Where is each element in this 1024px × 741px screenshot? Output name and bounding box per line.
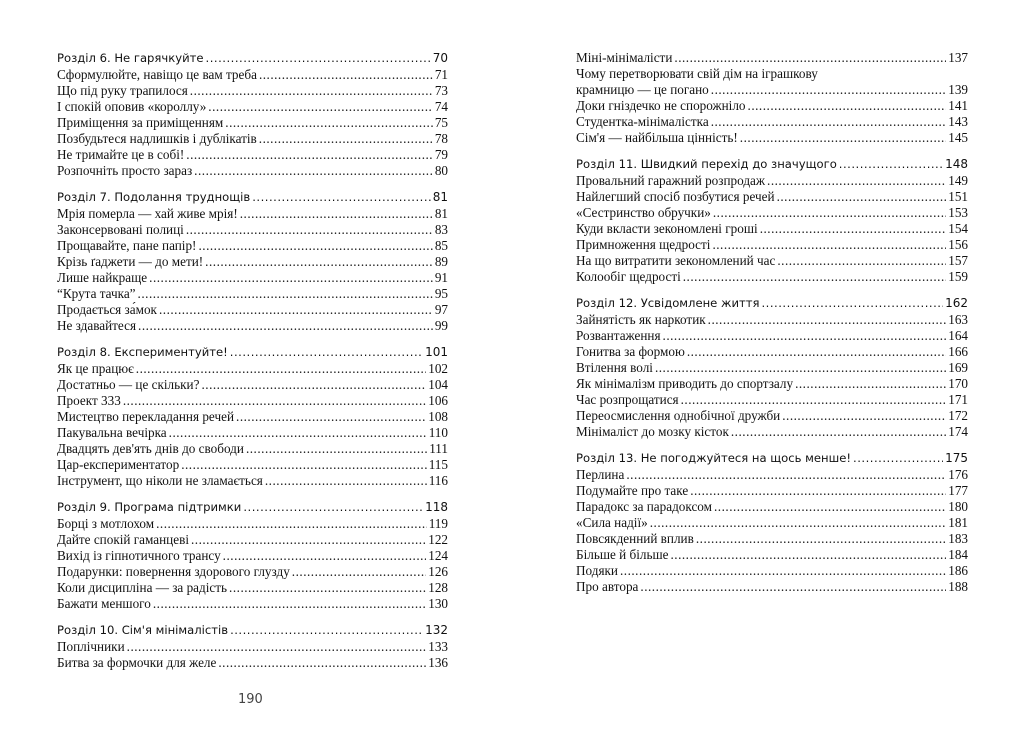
toc-entry-page: 166 [948,344,968,359]
toc-entry-title: Продається за́мок [57,302,157,317]
toc-entry-title: Крізь ґаджети — до мети! [57,254,204,269]
toc-entry-page: 188 [948,579,968,594]
toc-entry-page: 151 [948,189,968,204]
toc-entry-page: 122 [428,532,448,547]
toc-chapter-heading [57,622,448,639]
toc-entry-title: Не тримайте це в собі! [57,147,185,162]
toc-entry-title: Куди вкласти зекономлені гроші [576,221,758,236]
toc-chapter-page: 175 [945,451,968,465]
toc-entry-title-continued: крамницю — це погано [576,82,709,97]
toc-entry-page: 154 [948,221,968,236]
dot-leader [655,360,946,376]
toc-entry-page: 106 [428,393,448,408]
dot-leader [761,295,943,312]
toc-entry [576,531,968,547]
toc-entry-title: І спокій оповив «короллу» [57,99,207,114]
toc-entry-page: 145 [948,130,968,145]
toc-entry-title: Найлегший спосіб позбутися речей [576,189,775,204]
dot-leader [748,98,947,114]
toc-entry [576,424,968,440]
toc-entry-page: 157 [948,253,968,268]
toc-entry-title: «Сила надії» [576,515,648,530]
toc-entry-page: 133 [428,639,448,654]
toc-chapter-page: 162 [945,296,968,310]
dot-leader [229,580,426,596]
dot-leader [123,393,426,409]
toc-entry-page: 111 [429,441,448,456]
dot-leader [136,361,426,377]
dot-leader [760,221,947,237]
toc-entry [57,286,448,302]
toc-entry-page: 110 [428,425,448,440]
toc-entry [57,473,448,489]
toc-entry [57,254,448,270]
dot-leader [683,269,946,285]
dot-leader [712,237,946,253]
dot-leader [731,424,946,440]
toc-entry-page: 73 [434,83,448,98]
toc-section [57,50,448,179]
dot-leader [205,254,433,270]
toc-entry-page: 159 [948,269,968,284]
toc-entry [57,655,448,671]
toc-entry [576,360,968,376]
toc-entry [57,318,448,334]
toc-chapter-heading [57,344,448,361]
dot-leader [711,82,946,98]
dot-leader [230,622,423,639]
dot-leader [708,312,947,328]
toc-section [57,622,448,671]
dot-leader [186,147,433,163]
dot-leader [839,156,943,173]
toc-entry-page: 119 [428,516,448,531]
toc-entry-page: 180 [948,499,968,514]
toc-entry-page: 74 [434,99,448,114]
toc-entry-page: 91 [434,270,448,285]
dot-leader [201,377,426,393]
toc-entry-page: 115 [428,457,448,472]
dot-leader [681,392,947,408]
toc-entry [57,516,448,532]
toc-entry-title: Подарунки: повернення здорового глузду [57,564,290,579]
toc-entry-page: 89 [434,254,448,269]
toc-entry-title: Мистецтво перекладання речей [57,409,235,424]
toc-entry [57,425,448,441]
toc-entry-title: Подумайте про таке [576,483,689,498]
toc-chapter-title: Розділ 10. Сім'я мінімалістів [57,623,229,637]
dot-leader [674,50,946,66]
toc-entry [57,302,448,318]
toc-entry [576,221,968,237]
dot-leader [670,547,946,563]
dot-leader [252,189,430,206]
toc-entry [57,564,448,580]
toc-entry-page: 124 [428,548,448,563]
toc-entry-title: Лише найкраще [57,270,148,285]
dot-leader [181,457,427,473]
dot-leader [194,163,433,179]
toc-entry-title: Пакувальна вечірка [57,425,167,440]
toc-entry-title: «Сестринство обручки» [576,205,711,220]
toc-entry-title: Примноження щедрості [576,237,711,252]
toc-entry [57,361,448,377]
dot-leader [292,564,426,580]
dot-leader [159,302,433,318]
toc-entry-title: Не здавайтеся [57,318,137,333]
toc-entry-page: 128 [428,580,448,595]
toc-entry-page: 176 [948,467,968,482]
toc-chapter-title: Розділ 9. Програма підтримки [57,500,242,514]
toc-entry-page: 143 [948,114,968,129]
dot-leader [259,131,433,147]
toc-chapter-heading [576,295,968,312]
toc-entry-title: Законсервовані полиці [57,222,184,237]
toc-entry-title: Гонитва за формою [576,344,685,359]
toc-chapter-page: 118 [425,500,448,514]
dot-leader [265,473,427,489]
toc-entry-page: 141 [948,98,968,113]
toc-entry [576,205,968,221]
dot-leader [149,270,433,286]
toc-entry-page: 177 [948,483,968,498]
toc-entry-title: Бажати меншого [57,596,151,611]
dot-leader [640,579,946,595]
toc-entry-page: 108 [428,409,448,424]
toc-chapter-heading [576,156,968,173]
toc-entry-page: 184 [948,547,968,562]
dot-leader [696,531,946,547]
toc-entry-title: Вихід із гіпнотичного трансу [57,548,221,563]
dot-leader [218,655,426,671]
toc-entry-page: 186 [948,563,968,578]
toc-entry [576,579,968,595]
toc-entry [576,408,968,424]
dot-leader [243,499,423,516]
toc-entry-title: Проект 333 [57,393,121,408]
toc-entry-page: 95 [434,286,448,301]
toc-entry-page: 71 [434,67,448,82]
toc-chapter-title: Розділ 13. Не погоджуйтеся на щось менше! [576,451,852,465]
toc-entry-page: 97 [434,302,448,317]
toc-entry-page: 156 [948,237,968,252]
toc-entry-page: 169 [948,360,968,375]
dot-leader [191,532,426,548]
toc-entry-page: 85 [434,238,448,253]
dot-leader [138,318,433,334]
toc-entry [576,66,968,98]
toc-entry [57,441,448,457]
toc-entry-title: Битва за формочки для желе [57,655,217,670]
toc-entry-title: Борці з мотлохом [57,516,155,531]
toc-entry-title: Чому перетворювати свій дім на іграшкову [576,66,818,81]
toc-entry-page: 183 [948,531,968,546]
dot-leader [138,286,433,302]
toc-chapter-page: 70 [432,51,448,65]
toc-entry [576,130,968,146]
dot-leader [650,515,946,531]
toc-entry-title: На що витратити зекономлений час [576,253,776,268]
toc-entry [57,206,448,222]
toc-entry [57,67,448,83]
toc-entry-page: 75 [434,115,448,130]
toc-entry [57,580,448,596]
toc-entry-title: Сім'я — найбільша цінність! [576,130,738,145]
dot-leader [767,173,946,189]
dot-leader [230,344,423,361]
toc-entry-title: Мрія померла — хай живе мрія! [57,206,238,221]
toc-entry [576,237,968,253]
toc-entry [57,548,448,564]
dot-leader [777,189,947,205]
toc-entry-page: 153 [948,205,968,220]
toc-entry-page: 104 [428,377,448,392]
dot-leader [206,50,431,67]
toc-entry-title: Перлина [576,467,625,482]
toc-entry [57,163,448,179]
toc-entry-title: Переосмислення однобічної дружби [576,408,781,423]
toc-chapter-page: 132 [425,623,448,637]
toc-entry [576,189,968,205]
toc-entry-title: Сформулюйте, навіщо це вам треба [57,67,257,82]
toc-entry [576,515,968,531]
toc-entry-page: 116 [428,473,448,488]
dot-leader [198,238,432,254]
toc-entry-page: 130 [428,596,448,611]
toc-entry [576,344,968,360]
toc-entry-title: Двадцять дев'ять днів до свободи [57,441,244,456]
toc-entry-title: Прощавайте, пане папір! [57,238,197,253]
toc-entry-title: Позбудьтеся надлишків і дублікатів [57,131,257,146]
page-number: 190 [238,692,263,707]
toc-chapter-heading [57,499,448,516]
toc-section [576,50,968,146]
toc-entry-page: 170 [948,376,968,391]
toc-entry [57,131,448,147]
toc-entry-title: Як мінімалізм приводить до спортзалу [576,376,794,391]
dot-leader [240,206,433,222]
dot-leader [169,425,427,441]
dot-leader [690,483,946,499]
left-page [57,50,448,681]
dot-leader [687,344,946,360]
toc-entry [576,547,968,563]
toc-entry-title: Повсякденний вплив [576,531,694,546]
toc-entry-title: Інструмент, що ніколи не зламається [57,473,263,488]
dot-leader [153,596,426,612]
toc-entry [57,596,448,612]
dot-leader [663,328,947,344]
toc-entry [57,393,448,409]
toc-entry [57,377,448,393]
toc-entry [576,483,968,499]
dot-leader [713,205,946,221]
toc-entry-title: Час розпрощатися [576,392,679,407]
right-page [576,50,968,605]
toc-entry-page: 181 [948,515,968,530]
toc-entry-page: 171 [948,392,968,407]
dot-leader [208,99,433,115]
toc-entry-title: Колообіг щедрості [576,269,681,284]
dot-leader [223,548,427,564]
dot-leader [714,499,946,515]
dot-leader [225,115,433,131]
toc-entry-page: 163 [948,312,968,327]
toc-entry-page: 99 [434,318,448,333]
toc-entry [576,253,968,269]
dot-leader [711,114,947,130]
toc-entry-page: 149 [948,173,968,188]
dot-leader [795,376,946,392]
toc-entry-title: Студентка-мінімалістка [576,114,709,129]
toc-entry [576,173,968,189]
toc-section [57,189,448,334]
toc-section [576,156,968,285]
toc-entry-title: Парадокс за парадоксом [576,499,712,514]
toc-entry [57,115,448,131]
toc-chapter-page: 148 [945,157,968,171]
toc-entry-title: Провальний гаражний розпродаж [576,173,766,188]
toc-entry [57,270,448,286]
toc-entry-title: Доки гніздечко не спорожніло [576,98,746,113]
toc-entry-title: Приміщення за приміщенням [57,115,224,130]
dot-leader [259,67,433,83]
toc-entry-title: Що під руку трапилося [57,83,188,98]
toc-entry-page: 136 [428,655,448,670]
dot-leader [626,467,946,483]
toc-entry [57,532,448,548]
toc-chapter-title: Розділ 12. Усвідомлене життя [576,296,760,310]
toc-entry-page: 102 [428,361,448,376]
toc-chapter-heading [57,189,448,206]
toc-entry [57,409,448,425]
toc-entry-page: 80 [434,163,448,178]
dot-leader [853,450,943,467]
toc-entry [576,328,968,344]
toc-entry-title: Подяки [576,563,618,578]
toc-entry [576,467,968,483]
toc-entry-page: 172 [948,408,968,423]
toc-chapter-page: 81 [432,190,448,204]
toc-entry [576,392,968,408]
toc-entry [576,376,968,392]
toc-entry [576,269,968,285]
toc-chapter-title: Розділ 6. Не гарячкуйте [57,51,204,65]
toc-entry-title: Зайнятість як наркотик [576,312,706,327]
toc-chapter-heading [57,50,448,67]
dot-leader [782,408,946,424]
toc-section [576,295,968,440]
dot-leader [777,253,946,269]
toc-entry [57,457,448,473]
toc-entry [576,114,968,130]
dot-leader [186,222,433,238]
toc-chapter-page: 101 [425,345,448,359]
dot-leader [236,409,426,425]
toc-chapter-title: Розділ 7. Подолання труднощів [57,190,251,204]
dot-leader [127,639,427,655]
toc-entry [57,83,448,99]
toc-entry-title: Дайте спокій гаманцеві [57,532,189,547]
toc-entry-title: Поплічники [57,639,125,654]
toc-chapter-title: Розділ 11. Швидкий перехід до значущого [576,157,837,171]
toc-entry-page: 79 [434,147,448,162]
toc-entry [57,147,448,163]
toc-entry-title: “Крута тачка” [57,286,136,301]
toc-entry-page: 81 [434,206,448,221]
toc-entry [57,99,448,115]
toc-entry-page: 174 [948,424,968,439]
toc-entry [576,499,968,515]
toc-entry-page: 78 [434,131,448,146]
toc-entry-title: Розпочніть просто зараз [57,163,193,178]
toc-entry-page: 164 [948,328,968,343]
toc-entry [57,238,448,254]
dot-leader [246,441,427,457]
toc-entry [576,312,968,328]
toc-entry [57,639,448,655]
toc-entry [576,563,968,579]
toc-entry-title: Достатньо — це скільки? [57,377,200,392]
dot-leader [190,83,433,99]
toc-entry-title: Коли дисципліна — за радість [57,580,228,595]
toc-entry-title: Втілення волі [576,360,653,375]
toc-chapter-heading [576,450,968,467]
dot-leader [740,130,946,146]
toc-entry [57,222,448,238]
toc-entry-title: Мінімаліст до мозку кісток [576,424,729,439]
toc-section [576,450,968,595]
toc-entry-title: Про автора [576,579,639,594]
toc-entry-title: Як це працює [57,361,134,376]
toc-entry [576,98,968,114]
toc-entry-page: 126 [428,564,448,579]
toc-entry-title: Більше й більше [576,547,669,562]
toc-entry-title: Міні-мінімалісти [576,50,673,65]
toc-entry [576,50,968,66]
dot-leader [620,563,946,579]
toc-entry-page: 83 [434,222,448,237]
toc-section [57,499,448,612]
toc-entry-title: Розвантаження [576,328,661,343]
toc-entry-page: 137 [948,50,968,65]
dot-leader [156,516,427,532]
toc-entry-page: 139 [948,82,968,97]
toc-section [57,344,448,489]
toc-chapter-title: Розділ 8. Експериментуйте! [57,345,228,359]
toc-entry-title: Цар-експериментатор [57,457,180,472]
